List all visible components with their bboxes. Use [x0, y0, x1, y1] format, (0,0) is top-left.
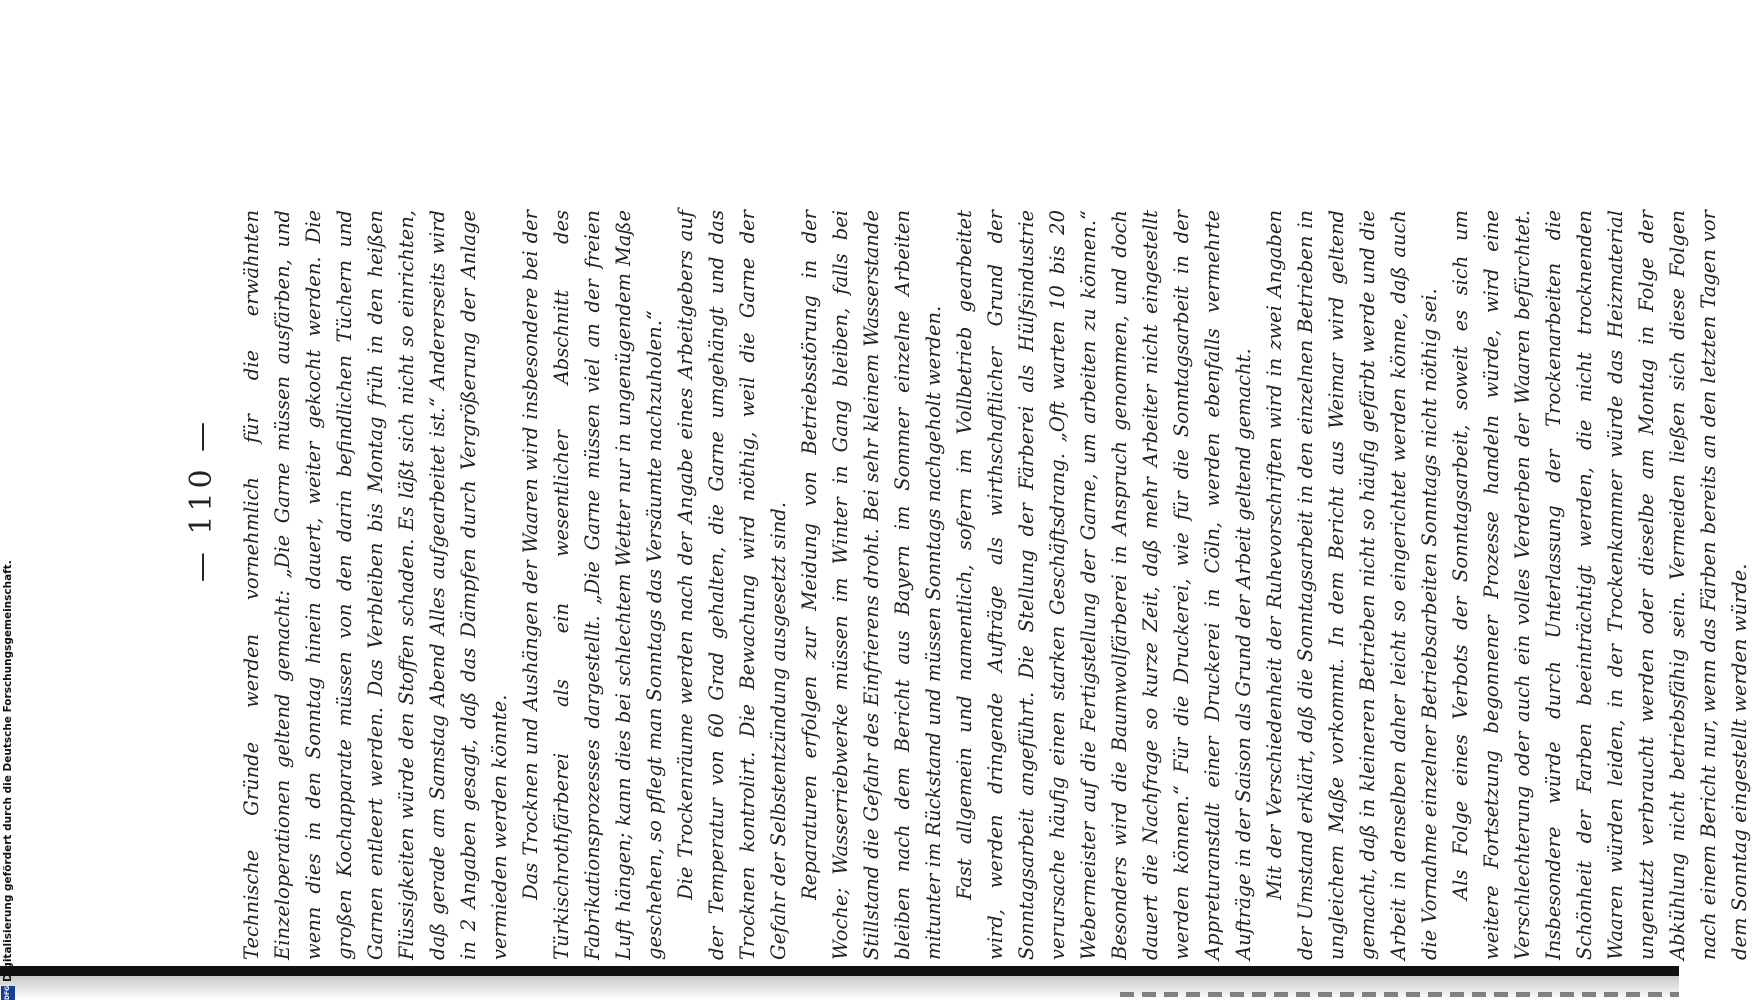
paragraph: Die Trockenräume werden nach der Angabe eines Arbeitgebers auf der Temperatur von 60 Grad gehalten, die Garne umgehängt und das Trocknen kontrolirt. Die Bewachung wird nöthig, weil die Garne der Gefahr der Selbstentzündung ausgesetzt sind. [674, 210, 790, 960]
bleed-through-line [1120, 992, 1679, 997]
scanned-page [166, 0, 1751, 1000]
dfg-logo-icon: DFG [1, 986, 15, 1000]
paragraph: Als Folge eines Verbots der Sonntagsarbeit, soweit es sich um weitere Fortsetzung begonnener Prozesse handeln würde, wird eine Verschlechterung oder auch ein volles Verderben der Waaren befürchtet. Insbesondere würde durch Unterlassung der Trockenarbeiten die Schönheit der Farben beeinträchtigt werden, die nicht trocknenden Waaren würden leiden, in der Trockenkammer würde das Heizmaterial ungenutzt verbraucht werden oder dieselbe am Montag in Folge der Abkühlung nicht betriebsfähig sein. Vermeiden ließen sich diese Folgen nach einem Bericht nur, wenn das Färben bereits an den letzten Tagen vor dem Sonntag eingestellt werden würde. [1449, 210, 1751, 960]
credit-text: Digitalisierung gefördert durch die Deutsche Forschungsgemeinschaft. [2, 560, 14, 982]
scan-edge [0, 966, 1679, 976]
paragraph: Technische Gründe werden vornehmlich für die erwähnten Einzeloperationen geltend gemacht: „Die Garne müssen ausfärben, und wenn dies in den Sonntag hinein dauert, weiter gekocht werden. Die großen Kochapparate müssen von den darin befindlichen Tüchern und Garnen entleert werden. Das Verbleiben bis Montag früh in den heißen Flüssigkeiten würde den Stoffen schaden. Es läßt sich nicht so einrichten, daß gerade am Samstag Abend Alles aufgearbeitet ist.“ Andererseits wird in 2 Angaben gesagt, daß das Dämpfen durch Vergrößerung der Anlage vermieden werden könnte. [240, 210, 511, 960]
page-number: — 110 — [184, 417, 219, 583]
digitization-credit [0, 0, 16, 1000]
text-block [236, 210, 1755, 960]
paragraph: Reparaturen erfolgen zur Meidung von Betriebsstörung in der Woche; Wasserriebwerke müssen im Winter in Gang bleiben, falls bei Stillstand die Gefahr des Einfrierens droht. Bei sehr kleinem Wasserstande bleiben nach dem Bericht aus Bayern im Sommer einzelne Arbeiten mitunter im Rückstand und müssen Sonntags nachgeholt werden. [798, 210, 945, 960]
paragraph: Fast allgemein und namentlich, sofern im Vollbetrieb gearbeitet wird, werden dringende Aufträge als wirthschaftlicher Grund der Sonntagsarbeit angeführt. Die Stellung der Färberei als Hülfsindustrie verursache häufig einen starken Geschäftsdrang. „Oft warten 10 bis 20 Webermeister auf die Fertigstellung der Garne, um arbeiten zu können.“ Besonders wird die Baumwollfärberei in Anspruch genommen, und doch dauert die Nachfrage so kurze Zeit, daß mehr Arbeiter nicht eingestellt werden können.“ Für die Druckerei, wie für die Sonntagsarbeit in der Appreturanstalt einer Druckerei in Cöln, werden ebenfalls vermehrte Aufträge in der Saison als Grund der Arbeit geltend gemacht. [953, 210, 1255, 960]
paragraph: Das Trocknen und Aushängen der Waaren wird insbesondere bei der Türkischrothfärberei als ein wesentlicher Abschnitt des Fabrikationsprozesses dargestellt. „Die Garne müssen viel an der freien Luft hängen; kann dies bei schlechtem Wetter nur in ungenügendem Maße geschehen, so pflegt man Sonntags das Versäumte nachzuholen.“ [519, 210, 666, 960]
paragraph: Mit der Verschiedenheit der Ruhevorschriften wird in zwei Angaben der Umstand erklärt, daß die Sonntagsarbeit in den einzelnen Betrieben in ungleichem Maße vorkommt. In dem Bericht aus Weimar wird geltend gemacht, daß in kleineren Betrieben nicht so häufig gefärbt werde und die Arbeit in denselben daher leicht so eingerichtet werden könne, daß auch die Vornahme einzelner Betriebsarbeiten Sonntags nicht nöthig sei. [1263, 210, 1441, 960]
